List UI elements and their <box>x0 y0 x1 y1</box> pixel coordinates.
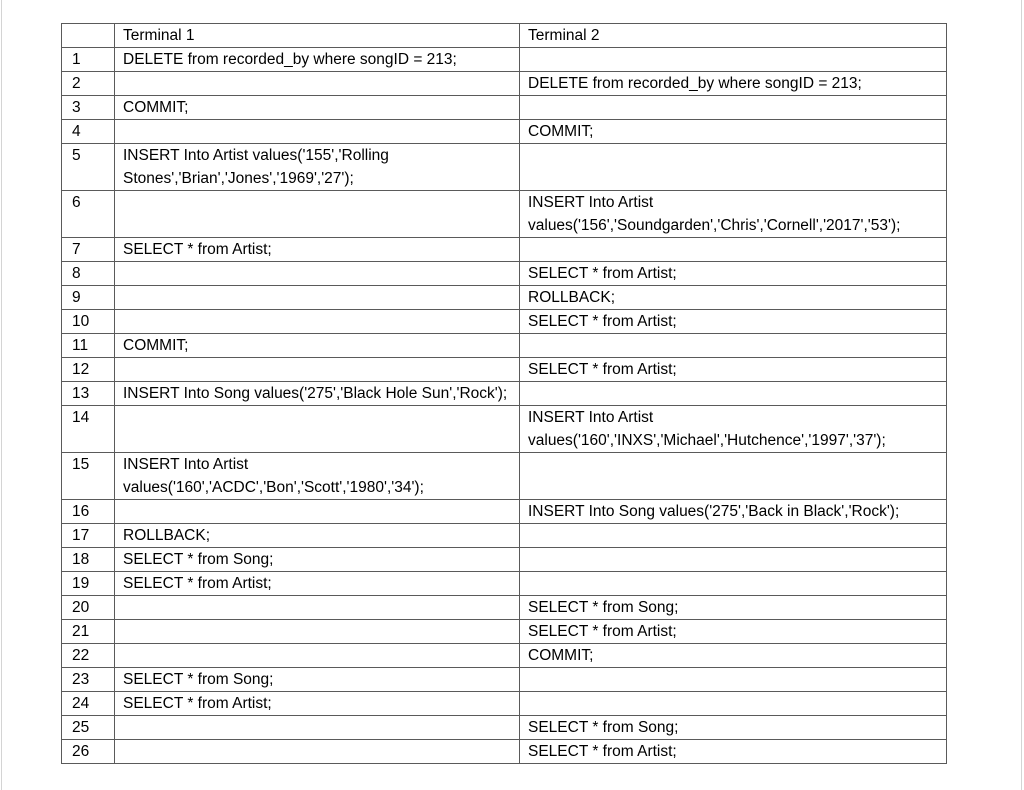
terminal-1-cell <box>115 262 520 286</box>
terminal-1-cell <box>115 120 520 144</box>
table-row <box>62 524 947 548</box>
table-row <box>62 500 947 524</box>
terminal-2-cell: SELECT * from Artist; <box>520 358 947 382</box>
table-row <box>62 286 947 310</box>
terminal-2-cell <box>520 96 947 120</box>
table-row <box>62 48 947 72</box>
terminal-1-cell: SELECT * from Artist; <box>115 238 520 262</box>
table-row <box>62 334 947 358</box>
terminal-2-cell <box>520 382 947 406</box>
step-number: 22 <box>62 644 115 668</box>
terminal-1-cell <box>115 72 520 96</box>
terminal-2-cell <box>520 453 947 500</box>
terminal-1-cell: ROLLBACK; <box>115 524 520 548</box>
terminal-2-cell: SELECT * from Artist; <box>520 310 947 334</box>
terminal-1-cell <box>115 596 520 620</box>
step-number: 24 <box>62 692 115 716</box>
terminal-2-cell: SELECT * from Artist; <box>520 740 947 764</box>
terminal-2-cell: SELECT * from Artist; <box>520 620 947 644</box>
terminal-2-cell: INSERT Into Artist values('160','INXS','Michael','Hutchence','1997','37'); <box>520 406 947 453</box>
transaction-steps <box>62 48 947 764</box>
step-number: 11 <box>62 334 115 358</box>
terminal-1-cell <box>115 286 520 310</box>
terminal-1-header: Terminal 1 <box>115 24 520 48</box>
terminal-2-cell: SELECT * from Song; <box>520 596 947 620</box>
transaction-table <box>61 23 947 764</box>
terminal-2-header: Terminal 2 <box>520 24 947 48</box>
table-row <box>62 620 947 644</box>
terminal-2-cell <box>520 334 947 358</box>
table-row <box>62 310 947 334</box>
table-row <box>62 358 947 382</box>
table-row <box>62 144 947 191</box>
terminal-2-cell: ROLLBACK; <box>520 286 947 310</box>
terminal-1-cell: SELECT * from Song; <box>115 668 520 692</box>
terminal-1-cell <box>115 716 520 740</box>
step-number: 9 <box>62 286 115 310</box>
step-number: 13 <box>62 382 115 406</box>
terminal-1-cell <box>115 310 520 334</box>
step-number: 25 <box>62 716 115 740</box>
table-row <box>62 120 947 144</box>
terminal-2-cell: INSERT Into Song values('275','Back in Black','Rock'); <box>520 500 947 524</box>
table-row <box>62 382 947 406</box>
table-row <box>62 262 947 286</box>
terminal-2-cell <box>520 692 947 716</box>
step-number: 19 <box>62 572 115 596</box>
terminal-2-cell: COMMIT; <box>520 120 947 144</box>
table-row <box>62 453 947 500</box>
table-row <box>62 238 947 262</box>
terminal-2-cell: DELETE from recorded_by where songID = 213; <box>520 72 947 96</box>
step-number: 20 <box>62 596 115 620</box>
table-row <box>62 191 947 238</box>
step-number: 18 <box>62 548 115 572</box>
terminal-1-cell: INSERT Into Song values('275','Black Hole Sun','Rock'); <box>115 382 520 406</box>
page-edge-left <box>1 0 2 790</box>
step-number: 10 <box>62 310 115 334</box>
terminal-2-cell: SELECT * from Artist; <box>520 262 947 286</box>
table-row <box>62 668 947 692</box>
header-row <box>62 24 947 48</box>
terminal-1-cell: COMMIT; <box>115 334 520 358</box>
table-row <box>62 596 947 620</box>
step-number: 2 <box>62 72 115 96</box>
step-number: 5 <box>62 144 115 191</box>
terminal-1-cell <box>115 740 520 764</box>
table-row <box>62 548 947 572</box>
table-row <box>62 692 947 716</box>
table-row <box>62 716 947 740</box>
terminal-2-cell <box>520 668 947 692</box>
terminal-1-cell <box>115 500 520 524</box>
terminal-2-cell <box>520 572 947 596</box>
step-number: 26 <box>62 740 115 764</box>
table-row <box>62 644 947 668</box>
step-header <box>62 24 115 48</box>
step-number: 8 <box>62 262 115 286</box>
terminal-2-cell: SELECT * from Song; <box>520 716 947 740</box>
terminal-1-cell <box>115 191 520 238</box>
step-number: 6 <box>62 191 115 238</box>
table-row <box>62 96 947 120</box>
terminal-2-cell <box>520 144 947 191</box>
terminal-2-cell <box>520 238 947 262</box>
step-number: 7 <box>62 238 115 262</box>
step-number: 4 <box>62 120 115 144</box>
step-number: 23 <box>62 668 115 692</box>
table-row <box>62 740 947 764</box>
step-number: 1 <box>62 48 115 72</box>
terminal-2-cell <box>520 524 947 548</box>
terminal-1-cell: SELECT * from Artist; <box>115 692 520 716</box>
terminal-1-cell: SELECT * from Song; <box>115 548 520 572</box>
terminal-2-cell: COMMIT; <box>520 644 947 668</box>
page-edge-right <box>1021 0 1022 790</box>
terminal-1-cell <box>115 644 520 668</box>
step-number: 21 <box>62 620 115 644</box>
step-number: 15 <box>62 453 115 500</box>
step-number: 3 <box>62 96 115 120</box>
terminal-2-cell <box>520 548 947 572</box>
table-row <box>62 406 947 453</box>
terminal-1-cell: INSERT Into Artist values('155','Rolling Stones','Brian','Jones','1969','27'); <box>115 144 520 191</box>
terminal-1-cell: INSERT Into Artist values('160','ACDC','Bon','Scott','1980','34'); <box>115 453 520 500</box>
terminal-1-cell <box>115 406 520 453</box>
table-row <box>62 72 947 96</box>
step-number: 17 <box>62 524 115 548</box>
terminal-1-cell: COMMIT; <box>115 96 520 120</box>
terminal-1-cell <box>115 358 520 382</box>
step-number: 14 <box>62 406 115 453</box>
terminal-2-cell <box>520 48 947 72</box>
step-number: 12 <box>62 358 115 382</box>
terminal-1-cell: DELETE from recorded_by where songID = 213; <box>115 48 520 72</box>
table-row <box>62 572 947 596</box>
step-number: 16 <box>62 500 115 524</box>
terminal-2-cell: INSERT Into Artist values('156','Soundgarden','Chris','Cornell','2017','53'); <box>520 191 947 238</box>
terminal-1-cell: SELECT * from Artist; <box>115 572 520 596</box>
terminal-1-cell <box>115 620 520 644</box>
